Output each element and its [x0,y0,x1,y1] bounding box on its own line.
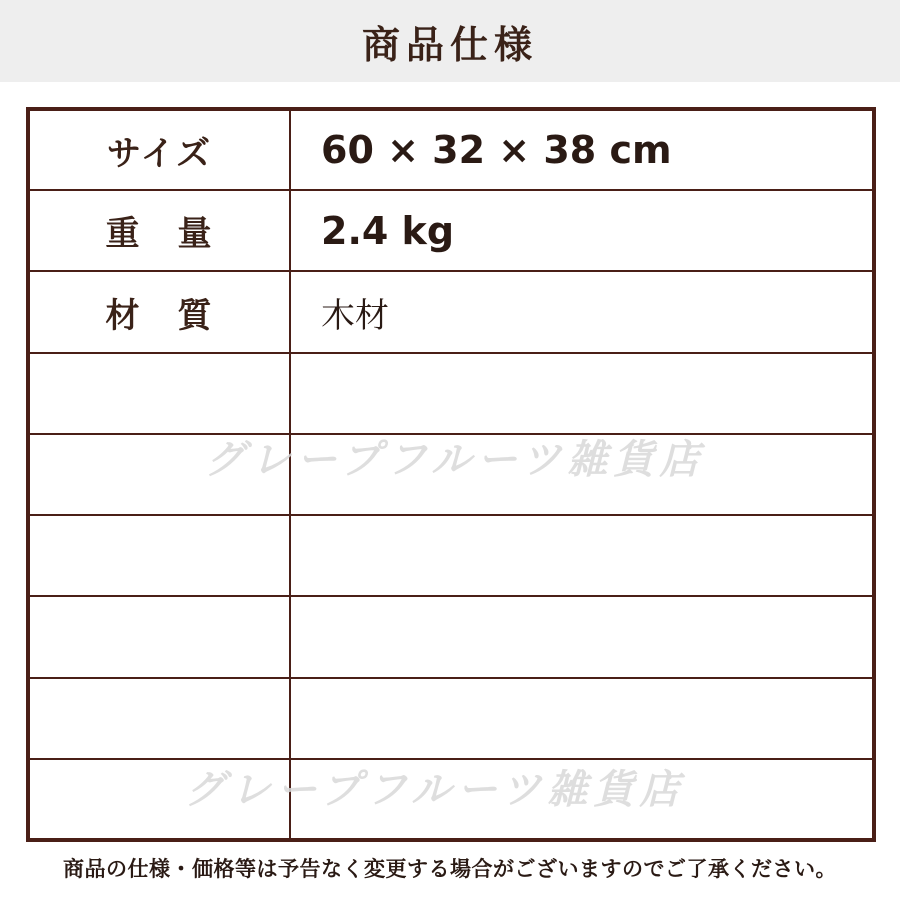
spec-value-size: 60 × 32 × 38 cm [290,109,874,190]
spec-value-empty [290,759,874,840]
table-row [28,353,874,434]
table-row [28,678,874,759]
watermark: グレープフルーツ雑貨店 [184,767,686,813]
table-row [28,759,874,840]
watermark: グレープフルーツ雑貨店 [204,437,706,483]
spec-value-weight: 2.4 kg [290,190,874,271]
table-row [28,271,874,352]
table-row [28,596,874,677]
spec-label-size: サイズ [28,109,290,190]
spec-value-empty [290,678,874,759]
spec-label-empty [28,434,290,515]
table-row [28,434,874,515]
spec-value-empty [290,434,874,515]
page-title: 商品仕様 [361,22,538,67]
spec-value-empty [290,515,874,596]
spec-label-empty [28,678,290,759]
spec-value-empty [290,596,874,677]
header-banner [0,0,900,82]
spec-label-empty [28,596,290,677]
spec-label-empty [28,515,290,596]
spec-table [26,107,876,842]
spec-label-empty [28,353,290,434]
spec-label-empty [28,759,290,840]
table-row [28,109,874,190]
disclaimer-notice: 商品の仕様・価格等は予告なく変更する場合がございますのでご了承ください。 [63,857,837,881]
spec-label-material: 材 質 [28,271,290,352]
spec-label-weight: 重 量 [28,190,290,271]
spec-value-material: 木材 [290,271,874,352]
spec-value-empty [290,353,874,434]
table-row [28,515,874,596]
table-row [28,190,874,271]
